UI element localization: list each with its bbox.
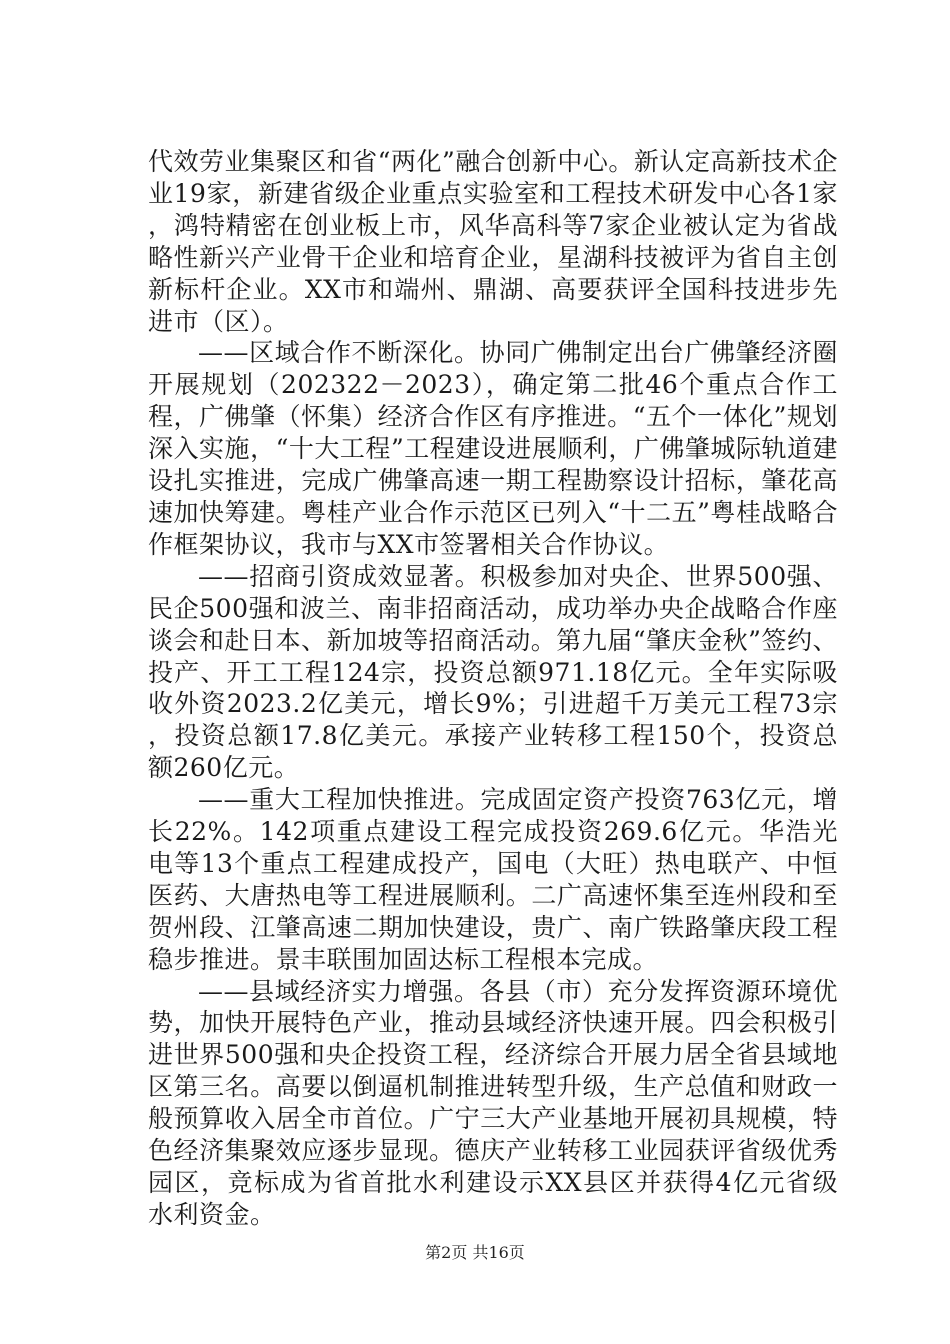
paragraph-tech-innovation: 代效劳业集聚区和省“两化”融合创新中心。新认定高新技术企业19家，新建省级企业重点实验室和工程技术研发中心各1家，鸿特精密在创业板上市，风华高科等7家企业被认定为省战略性新兴产业骨干企业和培育企业，星湖科技被评为省自主创新标杆企业。XX市和端州、鼎湖、高要获评全国科技进步先进市（区）。 (148, 147, 838, 336)
paragraph-investment-attraction: ——招商引资成效显著。积极参加对央企、世界500强、民企500强和波兰、南非招商活动，成功举办央企战略合作座谈会和赴日本、新加坡等招商活动。第九届“肇庆金秋”签约、投产、开工工程124宗，投资总额971.18亿元。全年实际吸收外资2023.2亿美元，增长9%；引进超千万美元工程73宗，投资总额17.8亿美元。承接产业转移工程150个，投资总额260亿元。 (148, 561, 838, 783)
paragraph-regional-cooperation: ——区域合作不断深化。协同广佛制定出台广佛肇经济圈开展规划（202322－2023），确定第二批46个重点合作工程，广佛肇（怀集）经济合作区有序推进。“五个一体化”规划深入实施，“十大工程”工程建设进展顺利，广佛肇城际轨道建设扎实推进，完成广佛肇高速一期工程勘察设计招标，肇花高速加快筹建。粤桂产业合作示范区已列入“十二五”粤桂战略合作框架协议，我市与XX市签署相关合作协议。 (148, 338, 838, 559)
paragraph-county-economy: ——县域经济实力增强。各县（市）充分发挥资源环境优势，加快开展特色产业，推动县域经济快速开展。四会积极引进世界500强和央企投资工程，经济综合开展力居全省县域地区第三名。高要以倒逼机制推进转型升级，生产总值和财政一般预算收入居全市首位。广宁三大产业基地开展初具规模，特色经济集聚效应逐步显现。德庆产业转移工业园获评省级优秀园区，竞标成为省首批水利建设示XX县区并获得4亿元省级水利资金。 (148, 976, 838, 1229)
page-number: 第2页 共16页 (425, 1243, 525, 1262)
body-text (148, 146, 838, 1231)
paragraph-major-projects: ——重大工程加快推进。完成固定资产投资763亿元，增长22%。142项重点建设工程完成投资269.6亿元。华浩光电等13个重点工程建成投产，国电（大旺）热电联产、中恒医药、大唐热电等工程进展顺利。二广高速怀集至连州段和至贺州段、江肇高速二期加快建设，贵广、南广铁路肇庆段工程稳步推进。景丰联围加固达标工程根本完成。 (148, 785, 838, 974)
